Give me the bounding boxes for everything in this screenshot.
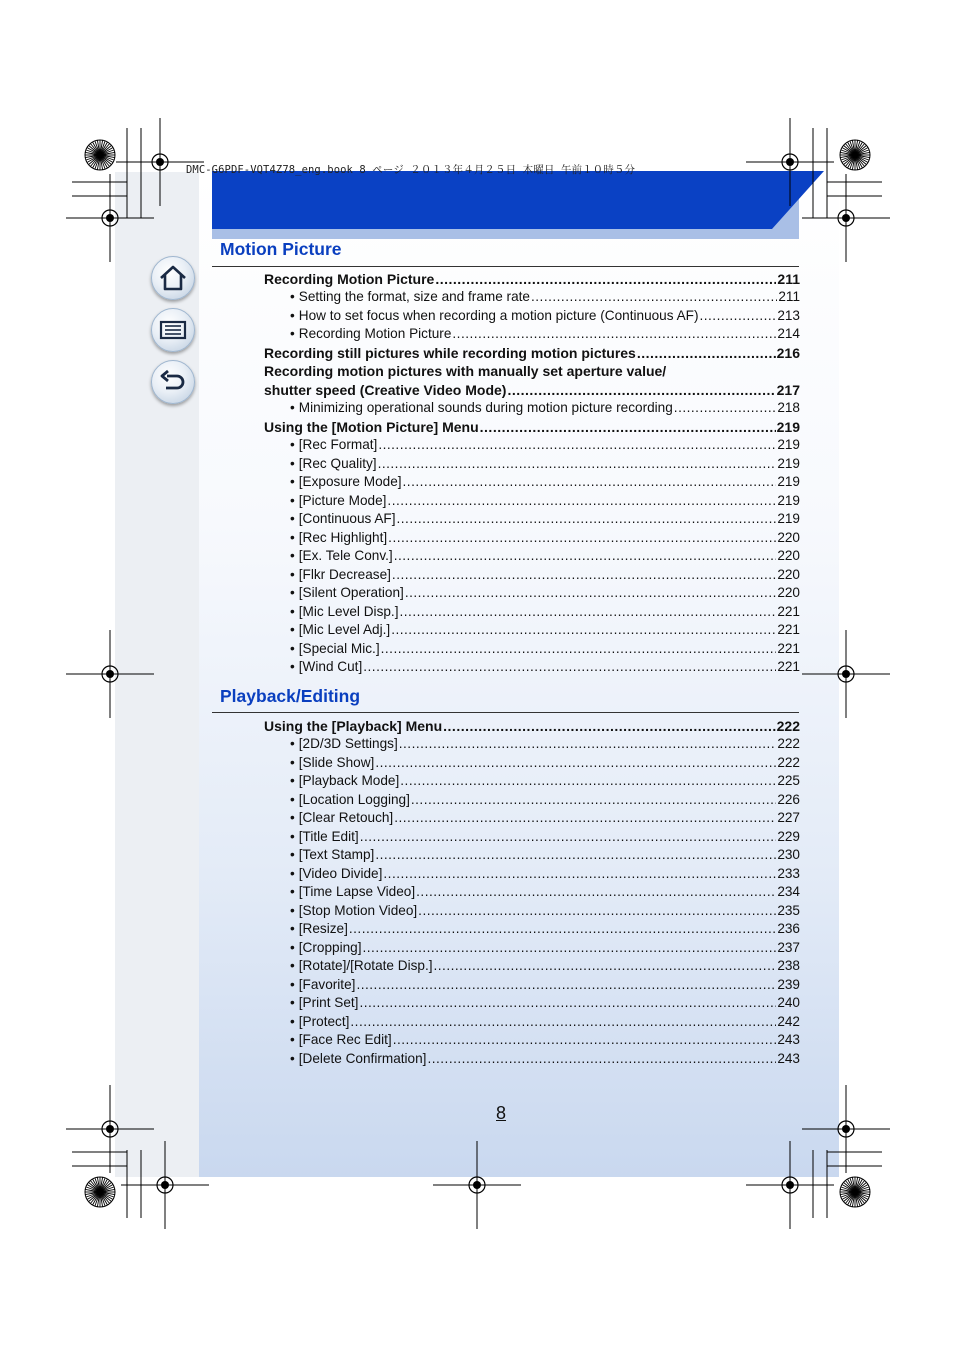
toc-page-number: 221: [777, 640, 800, 656]
sunburst-mark: [840, 1177, 870, 1207]
registration-mark: [121, 1141, 209, 1229]
toc-page-number: 236: [777, 921, 800, 936]
toc-entry-label: Recording Motion Picture: [264, 270, 435, 287]
bullet: •: [290, 437, 295, 452]
toc-page-number: 211: [777, 270, 800, 287]
bullet: •: [290, 400, 295, 415]
toc-entry-label: [Rec Format]: [298, 437, 378, 452]
registration-mark: [433, 1141, 521, 1229]
toc-entry-label: [Exposure Mode]: [298, 474, 402, 489]
bullet: •: [290, 511, 295, 526]
bullet: •: [290, 640, 295, 656]
toc-entry-label: [Mic Level Disp.]: [298, 603, 399, 619]
toc-page-number: 214: [777, 326, 800, 341]
toc-page-number: 226: [777, 791, 800, 807]
registration-mark: [746, 118, 834, 206]
bullet: •: [290, 603, 295, 619]
toc-entry-label: [Print Set]: [298, 995, 359, 1010]
bullet: •: [290, 1050, 295, 1066]
toc-entry-label: [Cropping]: [298, 939, 362, 955]
toc-page-number: 222: [777, 736, 800, 751]
toc-page-number: 235: [777, 902, 800, 918]
toc-page-number: 216: [776, 344, 800, 361]
toc-entry-label: [Favorite]: [298, 976, 356, 992]
bullet: •: [290, 736, 295, 751]
toc-entry-label: [Mic Level Adj.]: [298, 622, 391, 637]
toc-entry-label: Setting the format, size and frame rate: [298, 289, 530, 304]
print-slug: DMC-G6PDF-VQT4Z78_eng.book 8 ページ ２０１３年４月２５日 木曜日 午前１０時５分: [186, 164, 636, 176]
bullet: •: [290, 884, 295, 899]
bullet: •: [290, 939, 295, 955]
toc-page-number: 221: [777, 659, 800, 674]
toc-entry-label: [Flkr Decrease]: [298, 566, 391, 582]
registration-mark: [802, 174, 890, 262]
toc-page-number: 238: [777, 958, 800, 973]
section-title-playback-editing: Playback/Editing: [220, 686, 361, 706]
toc-page-number: 239: [777, 976, 800, 992]
toc-entry-label: [Rotate]/[Rotate Disp.]: [298, 958, 433, 973]
toc-entry-label: Using the [Motion Picture] Menu: [264, 418, 479, 435]
toc-entry-label: [Ex. Tele Conv.]: [298, 548, 393, 563]
registration-mark: [116, 118, 204, 206]
bullet: •: [290, 1032, 295, 1047]
toc-page-number: 234: [777, 884, 800, 899]
toc-page-number: 221: [777, 603, 800, 619]
registration-mark: [802, 630, 890, 718]
sunburst-mark: [85, 1177, 115, 1207]
toc-entry-label: [Slide Show]: [298, 754, 375, 770]
toc-page-number: 219: [776, 418, 800, 435]
toc-entry-label: Using the [Playback] Menu: [264, 717, 443, 734]
page-number: 8: [496, 1103, 507, 1123]
toc-page-number: 243: [777, 1050, 800, 1066]
toc-entry-label: Minimizing operational sounds during motion picture recording: [298, 400, 673, 415]
registration-mark: [746, 1141, 834, 1229]
bullet: •: [290, 289, 295, 304]
sunburst-mark: [85, 140, 115, 170]
toc-page-number: 220: [777, 566, 800, 582]
bullet: •: [290, 847, 295, 862]
toc-page-number: 220: [777, 529, 800, 545]
toc-entry-label: [Silent Operation]: [298, 585, 404, 600]
toc-entry-label: Recording still pictures while recording motion pictures: [264, 344, 636, 361]
bullet: •: [290, 474, 295, 489]
toc-entry-label: shutter speed (Creative Video Mode): [264, 381, 507, 398]
bullet: •: [290, 622, 295, 637]
bullet: •: [290, 326, 295, 341]
toc-entry-label: Recording motion pictures with manually set aperture value/: [264, 363, 667, 379]
bullet: •: [290, 455, 295, 471]
toc-page-number: 230: [777, 847, 800, 862]
toc-entry-label: [Special Mic.]: [298, 640, 380, 656]
bullet: •: [290, 902, 295, 918]
toc-entry-label: [Time Lapse Video]: [298, 884, 416, 899]
toc-page-number: 219: [777, 455, 800, 471]
toc-page-number: 227: [777, 810, 800, 825]
bullet: •: [290, 976, 295, 992]
toc-page-number: 221: [777, 622, 800, 637]
toc-page-number: 219: [777, 511, 800, 526]
toc-entry-label: [Rec Quality]: [298, 455, 377, 471]
toc-entry-label: [Rec Highlight]: [298, 529, 388, 545]
toc-entry-label: [Video Divide]: [298, 865, 383, 881]
toc-entry-label: [Picture Mode]: [298, 492, 387, 508]
bullet: •: [290, 548, 295, 563]
toc-page-number: 233: [777, 865, 800, 881]
bullet: •: [290, 659, 295, 674]
toc-entry-label: [Playback Mode]: [298, 773, 400, 788]
toc-entry-label: [Delete Confirmation]: [298, 1050, 427, 1066]
toc-page-number: 243: [777, 1032, 800, 1047]
toc-page-number: 222: [777, 754, 800, 770]
toc-page-number: 217: [776, 381, 800, 398]
section-title-motion-picture: Motion Picture: [220, 239, 342, 259]
toc-page-number: 220: [777, 585, 800, 600]
toc-page-number: 220: [777, 548, 800, 563]
toc-page-number: 225: [777, 773, 800, 788]
toc-entry-label: [Clear Retouch]: [298, 810, 394, 825]
sunburst-mark: [840, 140, 870, 170]
toc-entry-label: [Resize]: [298, 921, 348, 936]
bullet: •: [290, 1013, 295, 1029]
bullet: •: [290, 810, 295, 825]
bullet: •: [290, 921, 295, 936]
toc-entry-label: Recording Motion Picture: [298, 326, 452, 341]
toc-entry-label: [Protect]: [298, 1013, 350, 1029]
toc-entry-label: [2D/3D Settings]: [298, 736, 398, 751]
bullet: •: [290, 958, 295, 973]
bullet: •: [290, 791, 295, 807]
toc-entry-label: [Wind Cut]: [298, 659, 363, 674]
toc-page-number: 240: [777, 995, 800, 1010]
toc-entry-label: [Location Logging]: [298, 791, 410, 807]
bullet: •: [290, 828, 295, 844]
toc-page-number: 222: [776, 717, 800, 734]
registration-mark: [802, 1085, 890, 1173]
registration-mark: [66, 630, 154, 718]
bullet: •: [290, 492, 295, 508]
bullet: •: [290, 566, 295, 582]
toc-page-number: 211: [778, 289, 800, 304]
toc-page-number: 219: [777, 492, 800, 508]
bullet: •: [290, 529, 295, 545]
toc-entry-label: How to set focus when recording a motion picture (Continuous AF): [298, 307, 699, 323]
toc-page-number: 237: [777, 939, 800, 955]
bullet: •: [290, 773, 295, 788]
toc-page-number: 213: [777, 307, 800, 323]
toc-page-number: 219: [777, 437, 800, 452]
bullet: •: [290, 865, 295, 881]
toc-entry-label: [Continuous AF]: [298, 511, 396, 526]
toc-page-number: 218: [777, 400, 800, 415]
toc-entry-label: [Stop Motion Video]: [298, 902, 418, 918]
toc-entry-label: [Text Stamp]: [298, 847, 375, 862]
bullet: •: [290, 307, 295, 323]
bullet: •: [290, 995, 295, 1010]
toc-entry-label: [Title Edit]: [298, 828, 359, 844]
toc-page-number: 242: [777, 1013, 800, 1029]
bullet: •: [290, 585, 295, 600]
toc-page-number: 219: [777, 474, 800, 489]
bullet: •: [290, 754, 295, 770]
toc-entry-label: [Face Rec Edit]: [298, 1032, 392, 1047]
toc-page-number: 229: [777, 828, 800, 844]
